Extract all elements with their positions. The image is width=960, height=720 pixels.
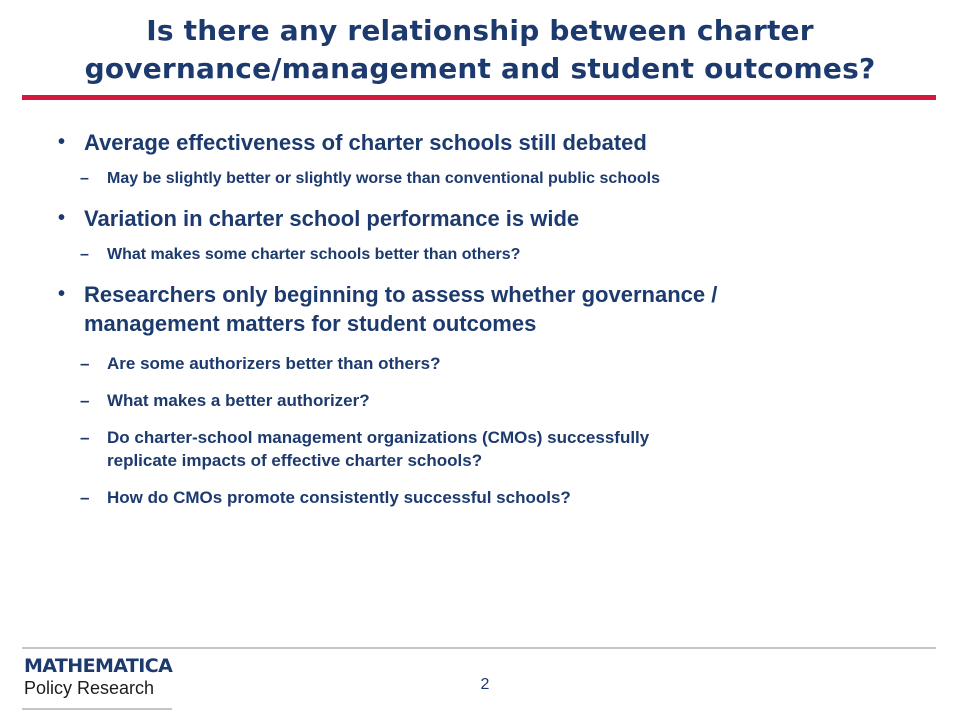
title-line-1: Is there any relationship between charter [146,14,814,47]
sub-bullet-item [58,243,918,266]
dash-icon: – [80,428,90,447]
bullet-text-line-2: management matters for student outcomes [84,311,537,336]
logo-underline [22,708,172,710]
sub-bullet-text-line-1: Do charter-school management organizations (CMOs) successfully [107,428,650,447]
sub-bullet-text: What makes a better authorizer? [107,391,370,410]
slide-title [20,12,940,88]
sub-bullet-item [58,167,918,190]
dash-icon: – [80,354,90,373]
bullet-item [58,204,918,233]
sub-bullet-text: May be slightly better or slightly worse than conventional public schools [107,170,660,187]
sub-bullet-item [58,389,918,412]
sub-bullet-text: How do CMOs promote consistently successful schools? [107,488,571,507]
sub-bullet-text: What makes some charter schools better than others? [107,246,521,263]
logo-tagline: Policy Research [24,678,155,698]
logo-wordmark: MATHEMATICA [24,655,173,677]
title-accent-rule [22,95,936,100]
sub-bullet-item [58,352,918,375]
bullet-text: Average effectiveness of charter schools still debated [84,130,647,155]
dash-icon: – [80,488,90,507]
dash-icon: – [80,170,89,187]
bullet-icon: • [58,283,66,305]
sub-bullet-text: Are some authorizers better than others? [107,354,441,373]
sub-bullet-item [58,426,918,472]
footer-rule [22,647,936,649]
bullet-text: Variation in charter school performance is wide [84,206,580,231]
bullet-item [58,128,918,157]
sub-bullet-item [58,486,918,509]
bullet-item [58,280,918,338]
dash-icon: – [80,391,90,410]
sub-bullet-text-line-2: replicate impacts of effective charter schools? [107,451,483,470]
dash-icon: – [80,246,89,263]
mathematica-logo [24,655,184,699]
bullet-text-line-1: Researchers only beginning to assess whether governance / [84,282,718,307]
bullet-icon: • [58,131,66,153]
title-line-2: governance/management and student outcomes? [84,52,876,85]
page-number: 2 [480,676,490,693]
slide-content [58,128,918,523]
bullet-icon: • [58,207,66,229]
